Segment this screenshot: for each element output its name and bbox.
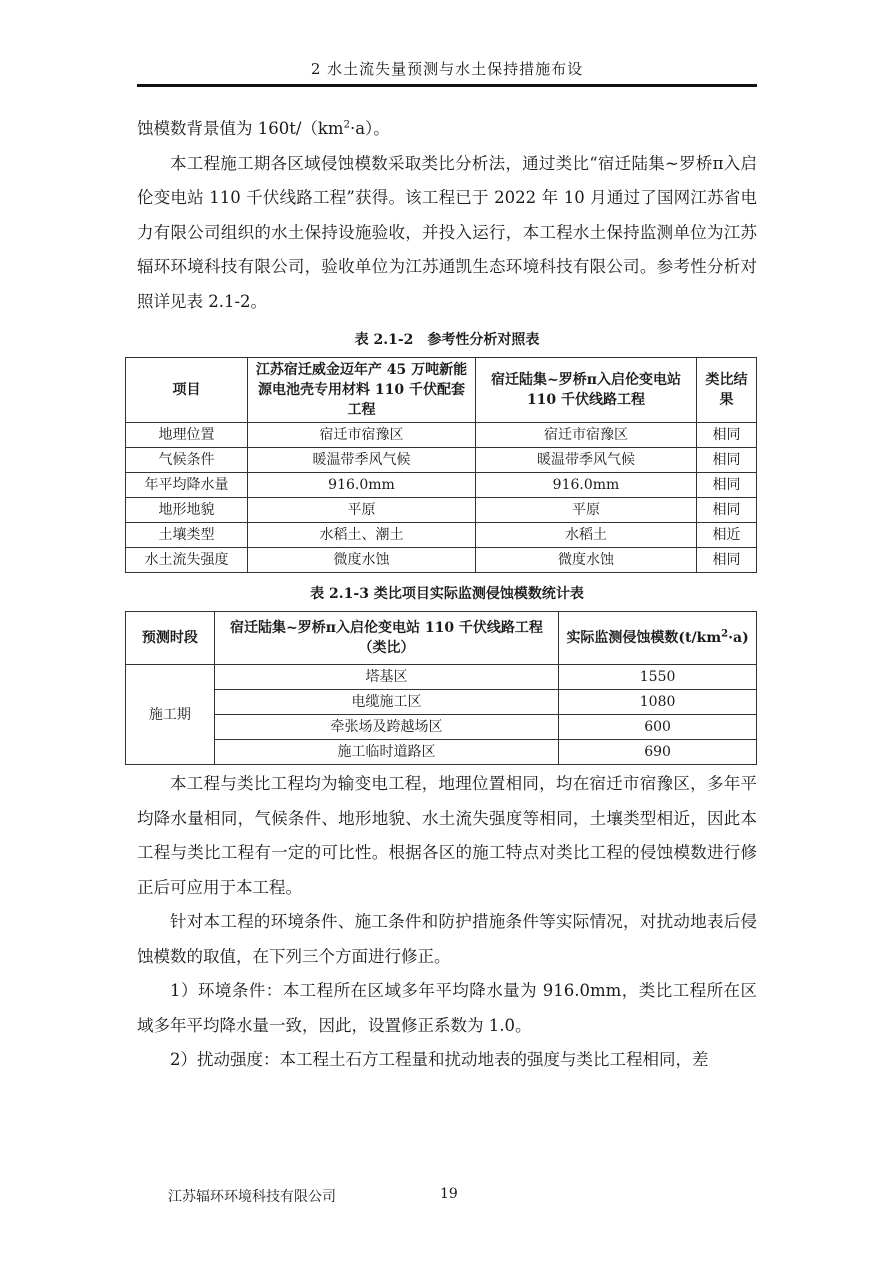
header-rule [137,84,757,87]
col-period: 预测时段 [126,612,215,665]
table-row: 气候条件 暖温带季风气候 暖温带季风气候 相同 [126,448,757,473]
table-row: 牵张场及跨越场区 600 [126,715,757,740]
table-2-1-2-title: 表 2.1-2 参考性分析对照表 [354,332,540,348]
col-analog-area: 宿迁陆集~罗桥π入启伦变电站 110 千伏线路工程（类比） [214,612,558,665]
table-row: 年平均降水量 916.0mm 916.0mm 相同 [126,473,757,498]
paragraph-disturbance-intensity: 2）扰动强度：本工程土石方工程量和扰动地表的强度与类比工程相同，差 [170,1050,709,1069]
table-row: 土壤类型 水稻土、潮土 水稻土 相近 [126,523,757,548]
table-2-1-3-title: 表 2.1-3 类比项目实际监测侵蚀模数统计表 [310,586,584,602]
table-row: 电缆施工区 1080 [126,690,757,715]
page-number: 19 [440,1186,458,1202]
table-row: 水土流失强度 微度水蚀 微度水蚀 相同 [126,548,757,573]
col-analog-project: 宿迁陆集~罗桥π入启伦变电站 110 千伏线路工程 [476,358,697,423]
table-row: 地理位置 宿迁市宿豫区 宿迁市宿豫区 相同 [126,423,757,448]
erosion-modulus-table [125,611,757,765]
col-monitored-modulus: 实际监测侵蚀模数$(t/km^2\cdot a)$ [559,612,757,665]
table-row: 施工临时道路区 690 [126,740,757,765]
page-content [137,112,757,1078]
paragraph-background-value: 蚀模数背景值为 $160t/(km^2\cdot a)$。 [137,119,390,138]
reference-comparison-table [125,357,757,573]
running-header: 2 水土流失量预测与水土保持措施布设 [310,60,584,78]
table-header-row [126,612,757,665]
col-item: 项目 [126,358,248,423]
footer-company: 江苏辐环环境科技有限公司 [168,1189,336,1205]
paragraph-analogy-method: 本工程施工期各区域侵蚀模数采取类比分析法，通过类比“宿迁陆集~罗桥π入启伦变电站 110 千伏线路工程”获得。该工程已于 2022 年 10 月通过了国网江苏省电力有限公司组织的水土保持设施验收，并投入运行，本工程水土保持监测单位为江苏辐环环境科技有限公司，验收单位为江苏通凯生态环境科技有限公司。参考性分析对照详见表 2.1-2。 [137,153,757,311]
paragraph-environment-condition: 1）环境条件：本工程所在区域多年平均降水量为 916.0mm，类比工程所在区域多年平均降水量一致，因此，设置修正系数为 1.0。 [137,981,757,1035]
paragraph-correction-intro: 针对本工程的环境条件、施工条件和防护措施条件等实际情况，对扰动地表后侵蚀模数的取值，在下列三个方面进行修正。 [137,912,757,966]
paragraph-comparability: 本工程与类比工程均为输变电工程，地理位置相同，均在宿迁市宿豫区，多年平均降水量相同，气候条件、地形地貌、水土流失强度等相同，土壤类型相近，因此本工程与类比工程有一定的可比性。根据各区的施工特点对类比工程的侵蚀模数进行修正后可应用于本工程。 [137,774,757,897]
table-header-row [126,358,757,423]
col-result: 类比结果 [697,358,757,423]
col-this-project: 江苏宿迁威金迈年产 45 万吨新能源电池壳专用材料 110 千伏配套工程 [248,358,476,423]
period-cell: 施工期 [126,665,215,765]
table-row: 施工期 塔基区 1550 [126,665,757,690]
table-row: 地形地貌 平原 平原 相同 [126,498,757,523]
